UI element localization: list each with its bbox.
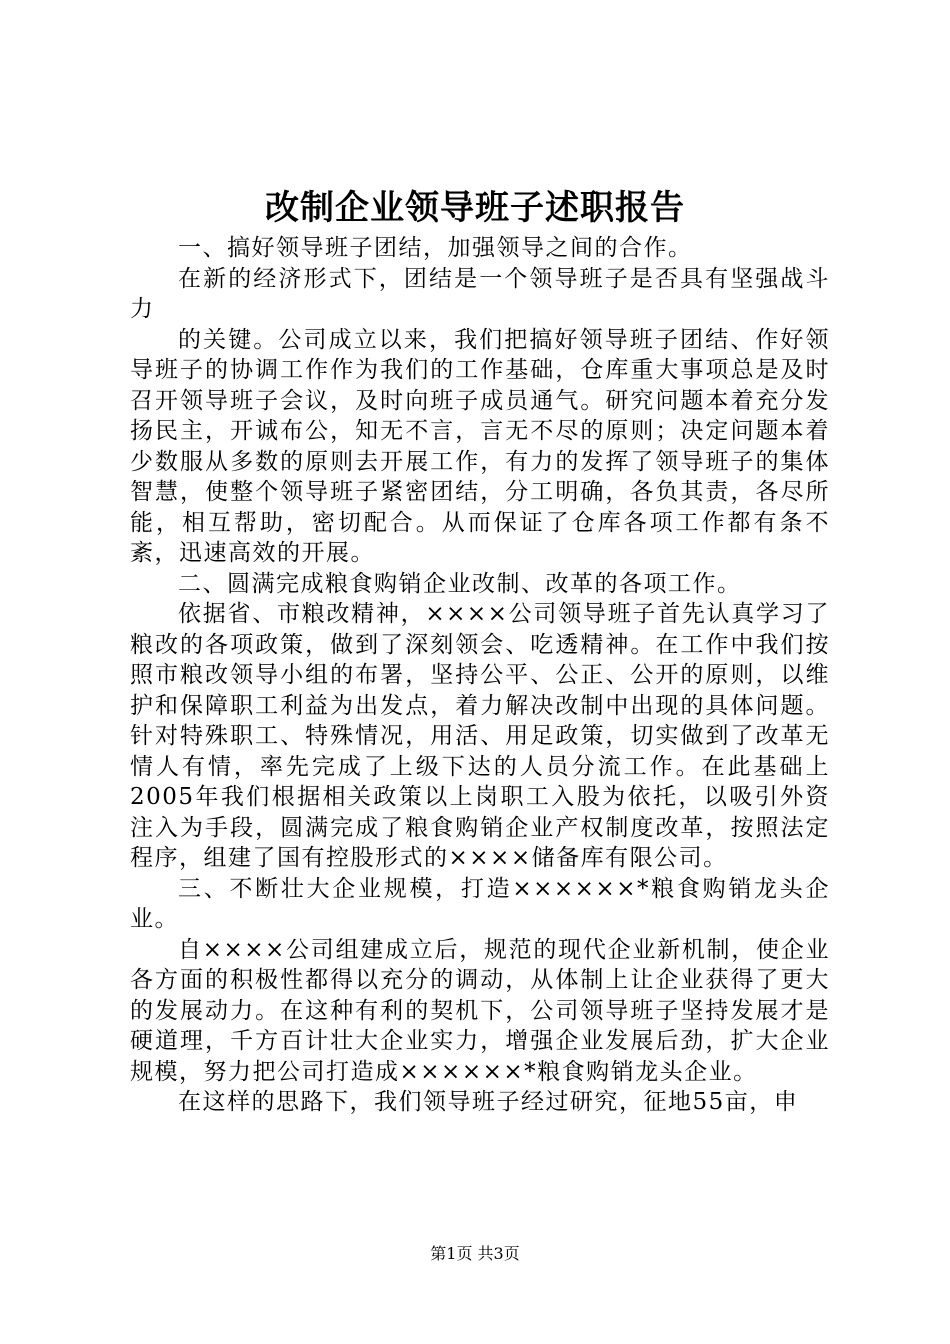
document-title: 改制企业领导班子述职报告 [265, 188, 685, 228]
section-heading-1: 一、搞好领导班子团结，加强领导之间的合作。 [178, 235, 693, 261]
paragraph-1b: 的关键。公司成立以来，我们把搞好领导班子团结、作好领导班子的协调工作作为我们的工作基础，仓库重大事项总是及时召开领导班子会议，及时向班子成员通气。研究问题本着充分发扬民主，开诚布公，知无不言，言无不尽的原则；决定问题本着少数服从多数的原则去开展工作，有力的发挥了领导班子的集体智慧，使整个领导班子紧密团结，分工明确，各负其责，各尽所能，相互帮助，密切配合。从而保证了仓库各项工作都有条不紊，迅速高效的开展。 [130, 326, 830, 566]
paragraph-1a: 在新的经济形式下，团结是一个领导班子是否具有坚强战斗力 [130, 265, 830, 322]
page-number-footer: 第1页 共3页 [430, 1244, 520, 1263]
section-heading-2: 二、圆满完成粮食购销企业改制、改革的各项工作。 [178, 570, 742, 597]
paragraph-2: 依据省、市粮改精神，××××公司领导班子首先认真学习了粮改的各项政策，做到了深刻领会、吃透精神。在工作中我们按照市粮改领导小组的布署，坚持公平、公正、公开的原则，以维护和保障职工利益为出发点，着力解决改制中出现的具体问题。针对特殊职工、特殊情况，用活、用足政策，切实做到了改革无情人有情，率先完成了上级下达的人员分流工作。在此基础上2005年我们根据相关政策以上岗职工入股为依托，以吸引外资注入为手段，圆满完成了粮食购销企业产权制度改革，按照法定程序，组建了国有控股形式的××××储备库有限公司。 [130, 601, 830, 871]
paragraph-4: 在这样的思路下，我们领导班子经过研究，征地55亩，申 [178, 1089, 799, 1115]
section-heading-3: 三、不断壮大企业规模，打造××××××*粮食购销龙头企业。 [130, 875, 830, 932]
paragraph-3: 自××××公司组建成立后，规范的现代企业新机制，使企业各方面的积极性都得以充分的调动，从体制上让企业获得了更大的发展动力。在这种有利的契机下，公司领导班子坚持发展才是硬道理，千方百计壮大企业实力，增强企业发展后劲，扩大企业规模，努力把公司打造成××××××*粮食购销龙头企业。 [130, 936, 830, 1085]
document-body [130, 233, 830, 1118]
